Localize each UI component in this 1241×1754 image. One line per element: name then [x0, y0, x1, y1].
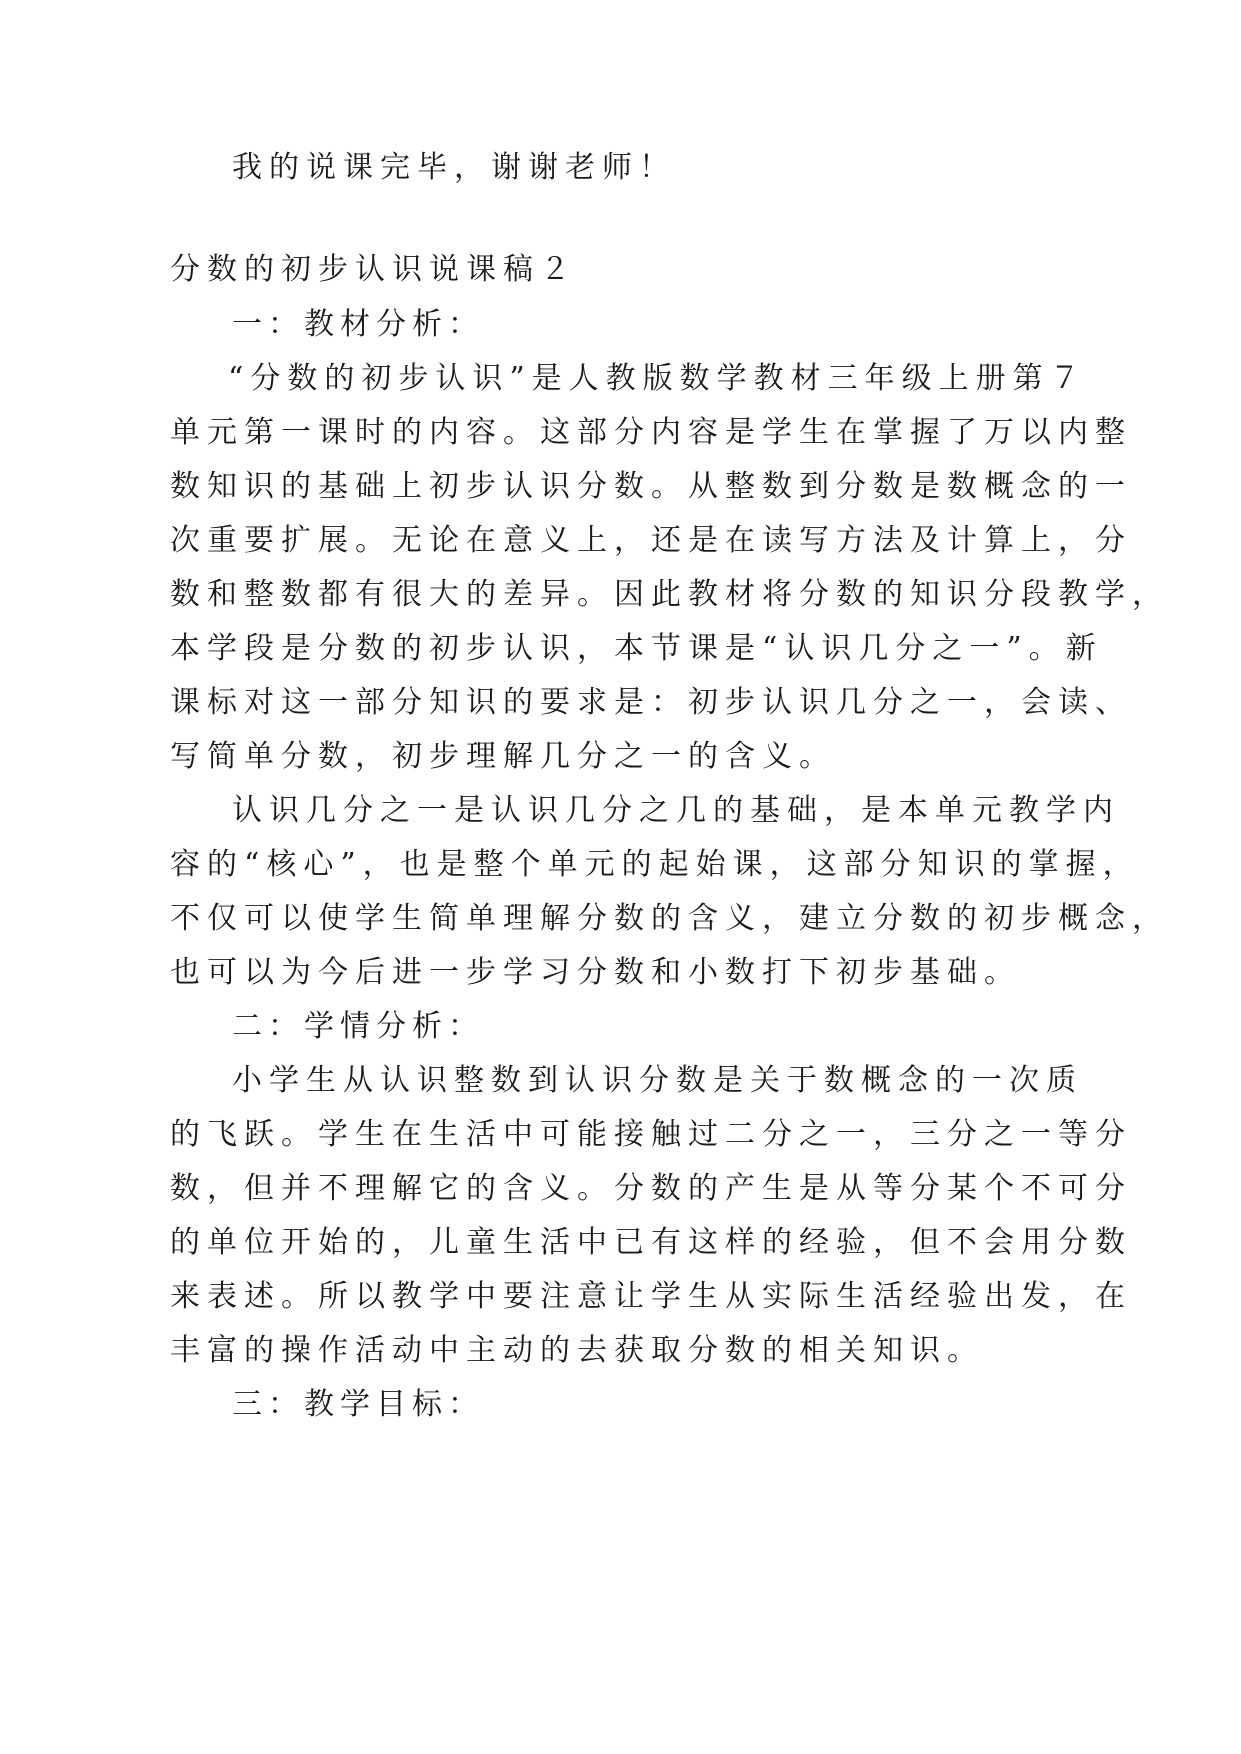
paragraph-line: 单元第一课时的内容。这部分内容是学生在掌握了万以内整 [170, 415, 1132, 450]
paragraph-line: 的飞跃。学生在生活中可能接触过二分之一，三分之一等分 [170, 1117, 1132, 1152]
paragraph-line: 次重要扩展。无论在意义上，还是在读写方法及计算上，分 [170, 523, 1132, 558]
paragraph-line: “分数的初步认识”是人教版数学教材三年级上册第７ [228, 361, 1087, 396]
section-title: 分数的初步认识说课稿２ [170, 252, 577, 287]
paragraph-line: 容的“核心”，也是整个单元的起始课，这部分知识的掌握， [170, 847, 1140, 882]
paragraph-line: 也可以为今后进一步学习分数和小数打下初步基础。 [170, 955, 1021, 990]
paragraph-line: 数，但并不理解它的含义。分数的产生是从等分某个不可分 [170, 1171, 1132, 1206]
paragraph-line: 数知识的基础上初步认识分数。从整数到分数是数概念的一 [170, 469, 1132, 504]
paragraph-line: 数和整数都有很大的差异。因此教材将分数的知识分段教学， [170, 577, 1169, 612]
paragraph-line: 写简单分数，初步理解几分之一的含义。 [170, 739, 836, 774]
heading-teaching-objectives: 三：教学目标： [232, 1387, 484, 1422]
paragraph-line: 本学段是分数的初步认识，本节课是“认识几分之一”。新 [170, 631, 1103, 666]
paragraph-line: 的单位开始的，儿童生活中已有这样的经验，但不会用分数 [170, 1225, 1132, 1260]
closing-remark: 我的说课完毕，谢谢老师！ [232, 150, 676, 185]
heading-teaching-material-analysis: 一：教材分析： [232, 307, 484, 342]
paragraph-line: 来表述。所以教学中要注意让学生从实际生活经验出发，在 [170, 1279, 1132, 1314]
paragraph-line: 认识几分之一是认识几分之几的基础，是本单元教学内 [232, 793, 1120, 828]
paragraph-line: 丰富的操作活动中主动的去获取分数的相关知识。 [170, 1333, 984, 1368]
paragraph-line: 小学生从认识整数到认识分数是关于数概念的一次质 [232, 1063, 1083, 1098]
paragraph-line: 课标对这一部分知识的要求是：初步认识几分之一，会读、 [170, 685, 1132, 720]
heading-student-analysis: 二：学情分析： [232, 1009, 484, 1044]
paragraph-line: 不仅可以使学生简单理解分数的含义，建立分数的初步概念， [170, 901, 1169, 936]
